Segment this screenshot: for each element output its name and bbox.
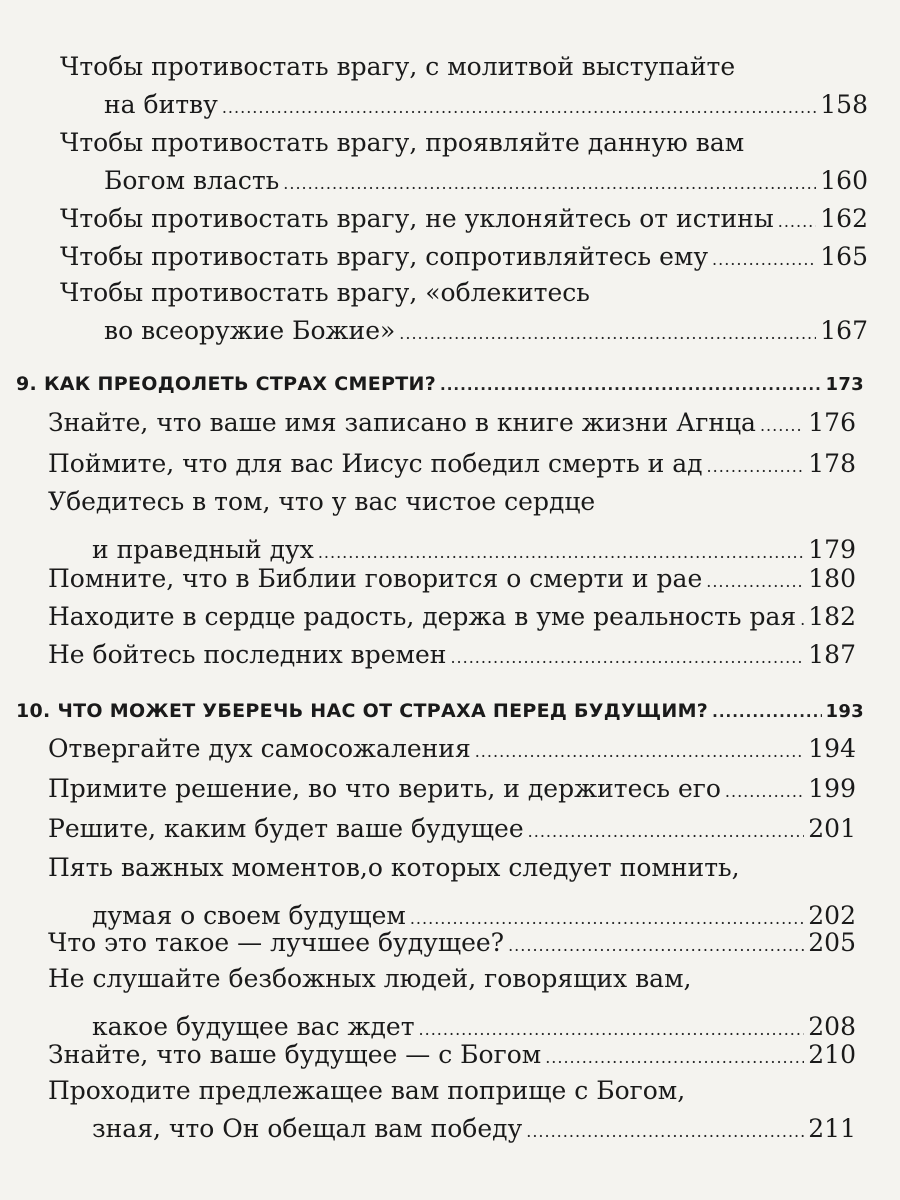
toc-entry[interactable]	[48, 483, 856, 565]
leader-dots	[475, 733, 805, 771]
toc-entry[interactable]	[48, 849, 856, 931]
entry-line: во всеоружие Божие» ..... 167	[60, 312, 868, 350]
toc-entry[interactable]	[48, 1072, 856, 1148]
entry-line: Проходите предлежащее вам поприще с Богом,	[48, 1076, 686, 1105]
page-number: 178	[808, 449, 856, 478]
toc-entry[interactable]	[48, 810, 856, 848]
toc-entry[interactable]	[48, 770, 856, 808]
chapter-title: 9. КАК ПРЕОДОЛЕТЬ СТРАХ СМЕРТИ?	[16, 373, 437, 395]
toc-entry[interactable]	[48, 445, 856, 483]
page-number: 179	[808, 535, 856, 564]
page-number: 158	[820, 90, 868, 119]
leader-dots	[712, 694, 821, 730]
entry-line: Решите, каким будет ваше будущее ..... 201	[48, 810, 856, 848]
entry-line: какое будущее вас ждет ..... 208	[48, 998, 856, 1042]
toc-entry[interactable]	[48, 1036, 856, 1074]
page-number: 194	[808, 734, 856, 763]
page-number: 202	[808, 901, 856, 930]
toc-entry[interactable]	[48, 636, 856, 674]
chapter-heading[interactable]	[16, 366, 864, 402]
toc-entry[interactable]	[60, 274, 868, 350]
leader-dots	[760, 407, 804, 445]
leader-dots	[222, 89, 816, 127]
page-number: 180	[808, 564, 856, 593]
leader-dots	[450, 639, 804, 677]
entry-line: Чтобы противостать врагу, сопротивляйтесь ему ..... 165	[60, 238, 868, 276]
chapter-heading[interactable]	[16, 693, 864, 729]
entry-line: Не бойтесь последних времен ..... 187	[48, 636, 856, 674]
entry-line: Богом власть ..... 160	[60, 162, 868, 200]
toc-entry[interactable]	[60, 124, 868, 200]
toc-entry[interactable]	[60, 238, 868, 276]
page-number: 173	[825, 374, 864, 395]
toc-entry[interactable]	[48, 404, 856, 442]
toc-entry[interactable]	[60, 48, 868, 124]
page-number: 160	[820, 166, 868, 195]
page-number: 162	[820, 204, 868, 233]
leader-dots	[526, 1113, 804, 1151]
entry-line: Знайте, что ваше имя записано в книге жизни Агнца ..... 176	[48, 404, 856, 442]
leader-dots	[778, 203, 817, 241]
toc-entry[interactable]	[60, 200, 868, 238]
entry-line: зная, что Он обещал вам победу ..... 211	[48, 1110, 856, 1148]
entry-line: Чтобы противостать врагу, проявляйте данную вам	[60, 128, 745, 157]
leader-dots	[725, 773, 804, 811]
entry-line: Убедитесь в том, что у вас чистое сердце	[48, 487, 596, 516]
page-number: 208	[808, 1012, 856, 1041]
entry-line: думая о своем будущем ..... 202	[48, 887, 856, 931]
leader-dots	[706, 563, 804, 601]
leader-dots	[800, 601, 804, 639]
page-number: 176	[808, 408, 856, 437]
toc-entry[interactable]	[48, 730, 856, 768]
leader-dots	[283, 165, 816, 203]
leader-dots	[399, 315, 816, 353]
entry-line: Чтобы противостать врагу, «облекитесь	[60, 278, 590, 307]
entry-line: Помните, что в Библии говорится о смерти и рае ..... 180	[48, 560, 856, 598]
leader-dots	[440, 367, 821, 403]
entry-line: Не слушайте безбожных людей, говорящих вам,	[48, 964, 692, 993]
chapter-title: 10. ЧТО МОЖЕТ УБЕРЕЧЬ НАС ОТ СТРАХА ПЕРЕД БУДУЩИМ?	[16, 700, 709, 722]
page-number: 199	[808, 774, 856, 803]
toc-entry[interactable]	[48, 598, 856, 636]
page-number: 201	[808, 814, 856, 843]
entry-line: Поймите, что для вас Иисус победил смерть и ад ..... 178	[48, 445, 856, 483]
entry-line: Знайте, что ваше будущее — с Богом ..... 210	[48, 1036, 856, 1074]
entry-line: на битву ..... 158	[60, 86, 868, 124]
page-number: 167	[820, 316, 868, 345]
entry-line: и праведный дух ..... 179	[48, 521, 856, 565]
toc-entry[interactable]	[48, 924, 856, 962]
leader-dots	[528, 813, 805, 851]
page-number: 182	[808, 602, 856, 631]
entry-line: Отвергайте дух самосожаления ..... 194	[48, 730, 856, 768]
toc-entry[interactable]	[48, 960, 856, 1042]
entry-line: Чтобы противостать врагу, не уклоняйтесь от истины ..... 162	[60, 200, 868, 238]
entry-line: Что это такое — лучшее будущее? ..... 205	[48, 924, 856, 962]
page-number: 193	[825, 701, 864, 722]
toc-entry[interactable]	[48, 560, 856, 598]
page-number: 211	[808, 1114, 856, 1143]
leader-dots	[707, 448, 805, 486]
page-number: 210	[808, 1040, 856, 1069]
entry-line: Находите в сердце радость, держа в уме реальность рая ..... 182	[48, 598, 856, 636]
entry-line: Чтобы противостать врагу, с молитвой выступайте	[60, 52, 736, 81]
entry-line: Пять важных моментов,о которых следует помнить,	[48, 853, 740, 882]
page-number: 187	[808, 640, 856, 669]
page-number: 165	[820, 242, 868, 271]
page-number: 205	[808, 928, 856, 957]
entry-line: Примите решение, во что верить, и держитесь его ..... 199	[48, 770, 856, 808]
